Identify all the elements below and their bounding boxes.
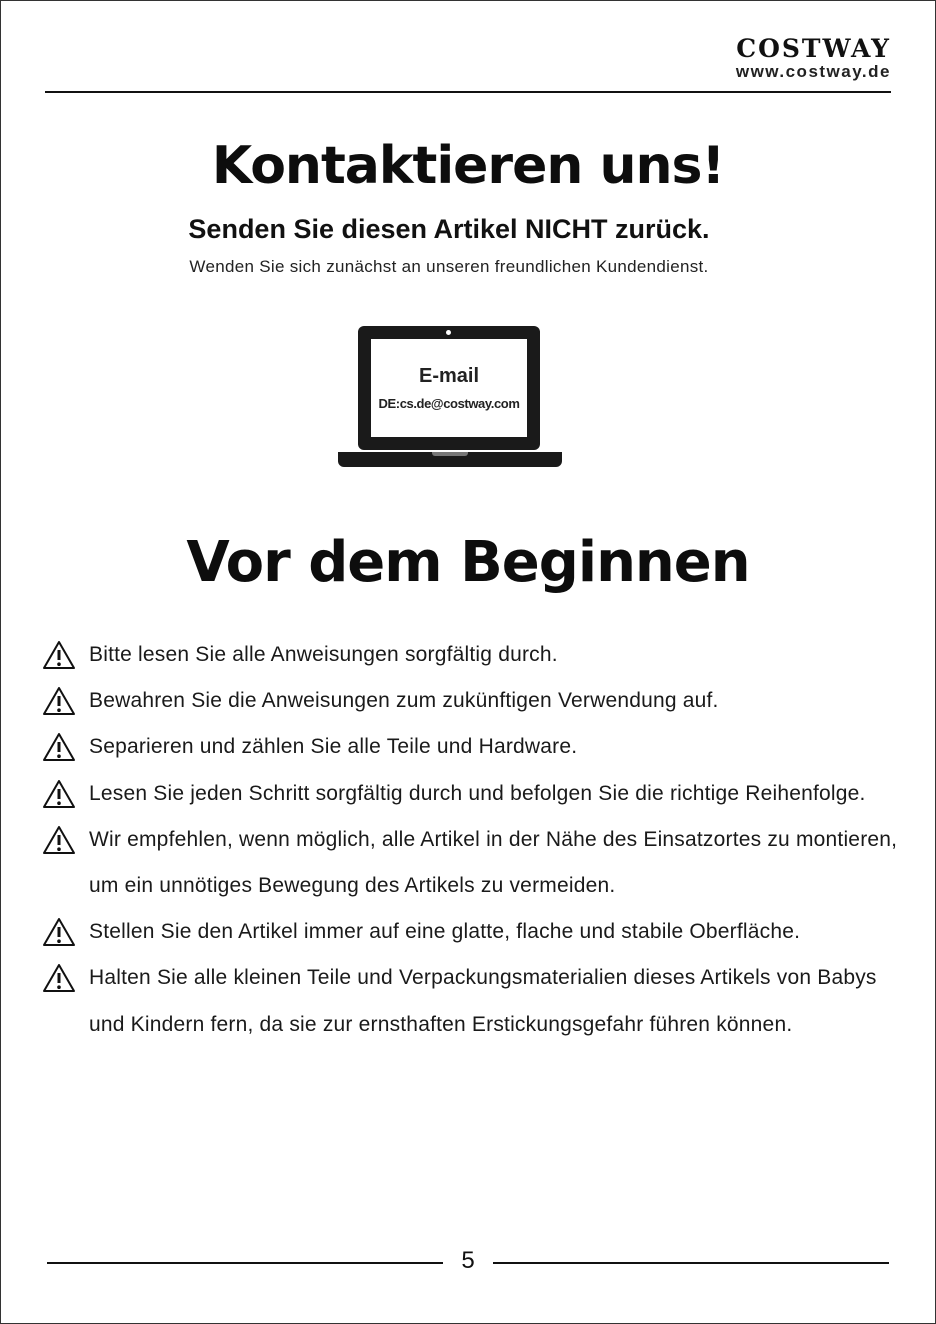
instruction-text: Separieren und zählen Sie alle Teile und Hardware. bbox=[89, 735, 578, 759]
email-heading: E-mail bbox=[418, 365, 480, 387]
contact-title: Kontaktieren uns! bbox=[211, 136, 725, 196]
instruction-item bbox=[42, 771, 902, 817]
contact-subtitle: Senden Sie diesen Artikel NICHT zurück. bbox=[188, 214, 710, 244]
footer-divider-right bbox=[493, 1262, 889, 1264]
header-divider bbox=[45, 91, 891, 93]
contact-notice: Wenden Sie sich zunächst an unseren freundlichen Kundendienst. bbox=[189, 257, 709, 276]
brand-header bbox=[736, 36, 891, 82]
laptop-camera bbox=[446, 330, 451, 335]
footer-divider-left bbox=[47, 1262, 443, 1264]
instruction-text: Halten Sie alle kleinen Teile und Verpackungsmaterialien dieses Artikels von Babys und Kindern fern, da sie zur ernsthaften Erstickungsgefahr führen können. bbox=[89, 966, 877, 1036]
warning-triangle-icon bbox=[42, 686, 76, 716]
instruction-text: Bitte lesen Sie alle Anweisungen sorgfältig durch. bbox=[89, 643, 558, 666]
instruction-text: Wir empfehlen, wenn möglich, alle Artikel in der Nähe des Einsatzortes zu montieren, um ein unnötiges Bewegung des Artikels zu vermeiden. bbox=[89, 827, 898, 898]
instruction-text: Bewahren Sie die Anweisungen zum zukünftigen Verwendung auf. bbox=[89, 689, 719, 713]
instruction-item bbox=[42, 817, 902, 909]
laptop-notch bbox=[432, 452, 468, 456]
laptop-icon bbox=[336, 326, 564, 470]
laptop-lid bbox=[358, 326, 540, 450]
warning-triangle-icon bbox=[42, 917, 76, 947]
page-number: 5 bbox=[461, 1247, 475, 1274]
before-start-title: Vor dem Beginnen bbox=[186, 530, 750, 595]
brand-url: www.costway.de bbox=[735, 62, 891, 81]
warning-triangle-icon bbox=[42, 732, 76, 762]
warning-triangle-icon bbox=[42, 825, 76, 855]
warning-triangle-icon bbox=[42, 963, 76, 993]
laptop-base bbox=[338, 452, 562, 467]
instruction-item bbox=[42, 955, 902, 1047]
warning-triangle-icon bbox=[42, 640, 76, 670]
instruction-item bbox=[42, 632, 902, 678]
instruction-item bbox=[42, 678, 902, 724]
brand-logo: COSTWAY bbox=[736, 34, 891, 63]
warning-triangle-icon bbox=[42, 779, 76, 809]
instruction-item bbox=[42, 909, 902, 955]
instruction-text: Stellen Sie den Artikel immer auf eine glatte, flache und stabile Oberfläche. bbox=[89, 920, 801, 944]
instruction-text: Lesen Sie jeden Schritt sorgfältig durch und befolgen Sie die richtige Reihenfolge. bbox=[89, 781, 866, 805]
laptop-screen bbox=[371, 339, 527, 437]
email-address: DE:cs.de@costway.com bbox=[378, 396, 520, 411]
instruction-list bbox=[42, 632, 902, 1048]
instruction-item bbox=[42, 724, 902, 770]
